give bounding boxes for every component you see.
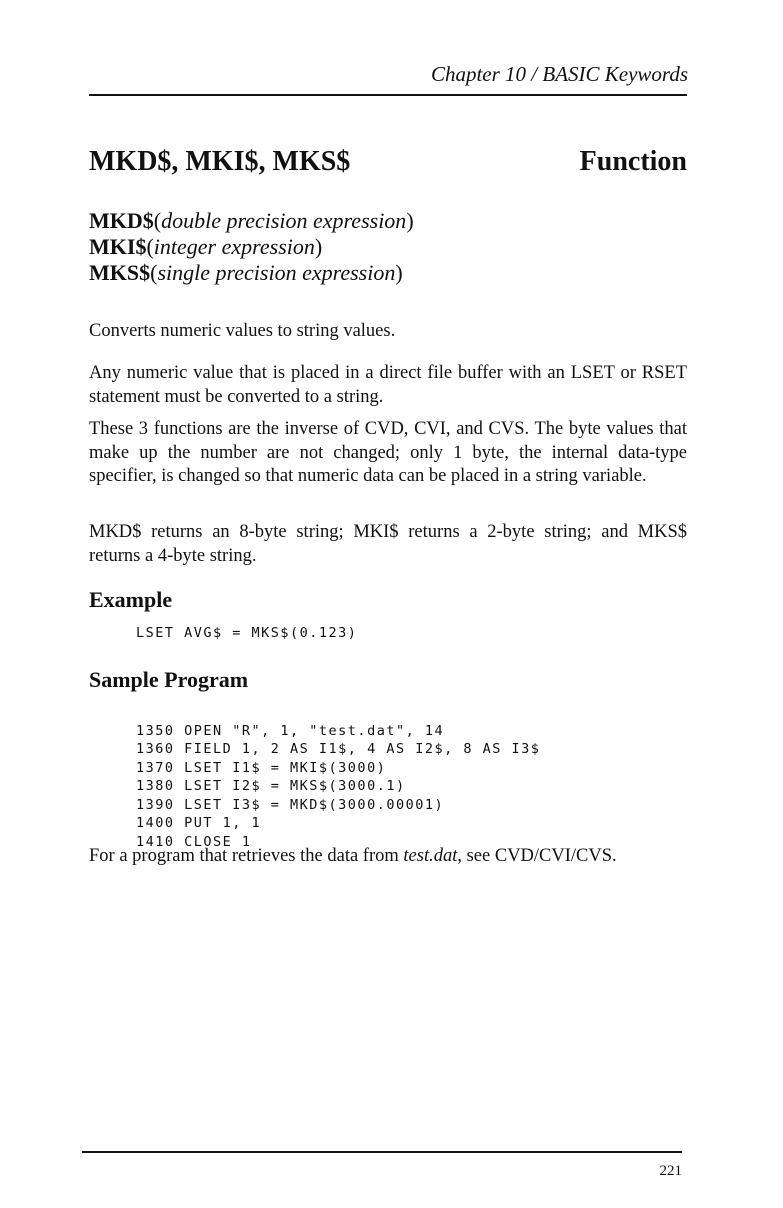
code-line: 1410 CLOSE 1 [136,833,252,850]
paragraph-returns: MKD$ returns an 8-byte string; MKI$ returns a 2-byte string; and MKS$ returns a 4-byte string. [89,522,687,566]
syntax-keyword: MKS$ [89,260,151,285]
syntax-argument: double precision expression [161,208,407,233]
paragraph-summary: Converts numeric values to string values. [89,321,396,341]
code-line: 1360 FIELD 1, 2 AS I1$, 4 AS I2$, 8 AS I3$ [136,741,541,757]
paragraph-buffer: Any numeric value that is placed in a direct file buffer with an LSET or RSET statement must be converted to a string. [89,363,687,407]
running-head: Chapter 10 / BASIC Keywords [430,62,688,86]
sample-program-code [136,703,540,851]
code-line: 1390 LSET I3$ = MKD$(3000.00001) [136,796,445,813]
example-code: LSET AVG$ = MKS$(0.123) [136,625,358,641]
paragraph-closing [89,845,687,869]
closing-reference: , see CVD/CVI/CVS. [457,846,617,866]
syntax-keyword: MKI$ [89,234,147,259]
code-line: 1350 OPEN "R", 1, "test.dat", 14 [136,722,445,739]
paragraph-inverse: These 3 functions are the inverse of CVD, CVI, and CVS. The byte values that make up the number are not changed; only 1 byte, the internal data-type specifier, is changed so that numeric data can be placed in a string variable. [89,419,687,486]
syntax-line: MKD$(double precision expression) [89,208,414,233]
syntax-line: MKS$(single precision expression) [89,260,403,285]
entry-title-row [89,146,687,178]
entry-title: MKD$, MKI$, MKS$ [89,146,351,177]
syntax-line: MKI$(integer expression) [89,234,323,259]
code-line: 1400 PUT 1, 1 [136,815,262,831]
closing-text: For a program that retrieves the data from [89,846,404,866]
syntax-block [89,208,414,286]
entry-category: Function [579,146,687,177]
header-rule [89,94,687,96]
page-number: 221 [659,1163,682,1179]
example-heading: Example [89,587,173,612]
syntax-argument: single precision expression [157,260,396,285]
code-line: 1380 LSET I2$ = MKS$(3000.1) [136,778,406,794]
closing-filename: test.dat [403,846,458,866]
syntax-keyword: MKD$ [89,208,154,233]
syntax-argument: integer expression [153,234,315,259]
sample-program-heading: Sample Program [89,667,249,692]
code-line: 1370 LSET I1$ = MKI$(3000) [136,759,387,776]
footer-rule [82,1151,682,1153]
